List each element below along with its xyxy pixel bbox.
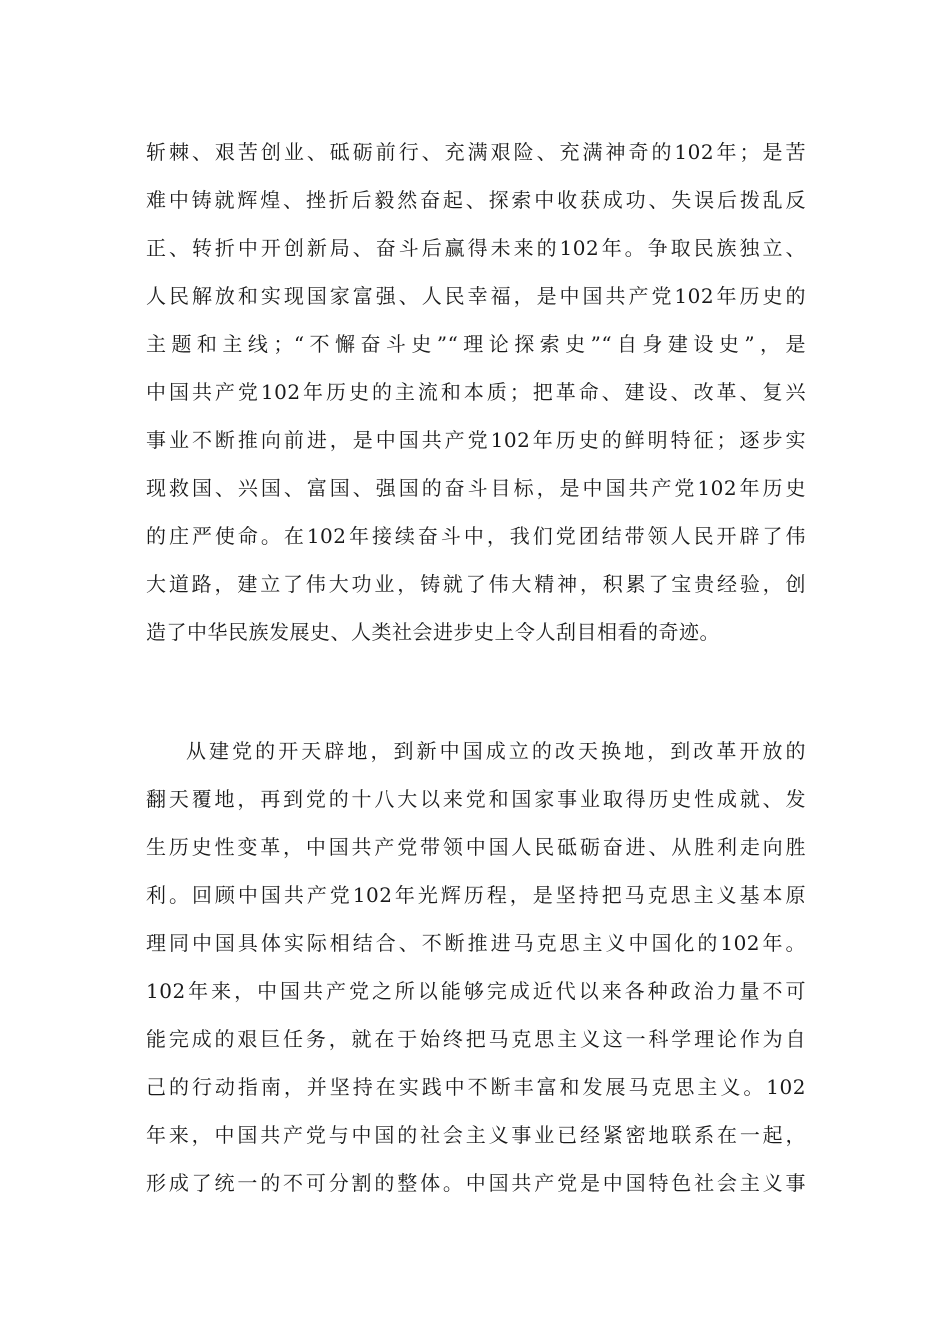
text-line: 能完成的艰巨任务，就在于始终把马克思主义这一科学理论作为自 xyxy=(146,1027,806,1051)
text-line: 中国共产党102年历史的主流和本质；把革命、建设、改革、复兴 xyxy=(146,380,806,404)
text-line: 102年来，中国共产党之所以能够完成近代以来各种政治力量不可 xyxy=(146,979,806,1003)
text-line: 事业不断推向前进，是中国共产党102年历史的鲜明特征；逐步实 xyxy=(146,428,806,452)
text-line: 现救国、兴国、富国、强国的奋斗目标，是中国共产党102年历史 xyxy=(146,476,806,500)
text-line: 斩棘、艰苦创业、砥砺前行、充满艰险、充满神奇的102年；是苦 xyxy=(146,140,806,164)
text-line: 形成了统一的不可分割的整体。中国共产党是中国特色社会主义事 xyxy=(146,1171,806,1195)
text-line: 正、转折中开创新局、奋斗后赢得未来的102年。争取民族独立、 xyxy=(146,236,806,260)
text-line: 人民解放和实现国家富强、人民幸福，是中国共产党102年历史的 xyxy=(146,284,806,308)
text-line: 从建党的开天辟地，到新中国成立的改天换地，到改革开放的 xyxy=(186,739,806,763)
text-line: 大道路，建立了伟大功业，铸就了伟大精神，积累了宝贵经验，创 xyxy=(146,572,806,596)
text-line: 己的行动指南，并坚持在实践中不断丰富和发展马克思主义。102 xyxy=(146,1075,806,1099)
text-line: 翻天覆地，再到党的十八大以来党和国家事业取得历史性成就、发 xyxy=(146,787,806,811)
text-line: 生历史性变革，中国共产党带领中国人民砥砺奋进、从胜利走向胜 xyxy=(146,835,806,859)
text-line: 年来，中国共产党与中国的社会主义事业已经紧密地联系在一起， xyxy=(146,1123,806,1147)
text-line: 理同中国具体实际相结合、不断推进马克思主义中国化的102年。 xyxy=(146,931,806,955)
text-line: 难中铸就辉煌、挫折后毅然奋起、探索中收获成功、失误后拨乱反 xyxy=(146,188,806,212)
text-line: 的庄严使命。在102年接续奋斗中，我们党团结带领人民开辟了伟 xyxy=(146,524,806,548)
text-line: 造了中华民族发展史、人类社会进步史上令人刮目相看的奇迹。 xyxy=(146,620,720,644)
text-line: 主题和主线；“不懈奋斗史”“理论探索史”“自身建设史”，是 xyxy=(146,332,806,356)
text-line: 利。回顾中国共产党102年光辉历程，是坚持把马克思主义基本原 xyxy=(146,883,806,907)
